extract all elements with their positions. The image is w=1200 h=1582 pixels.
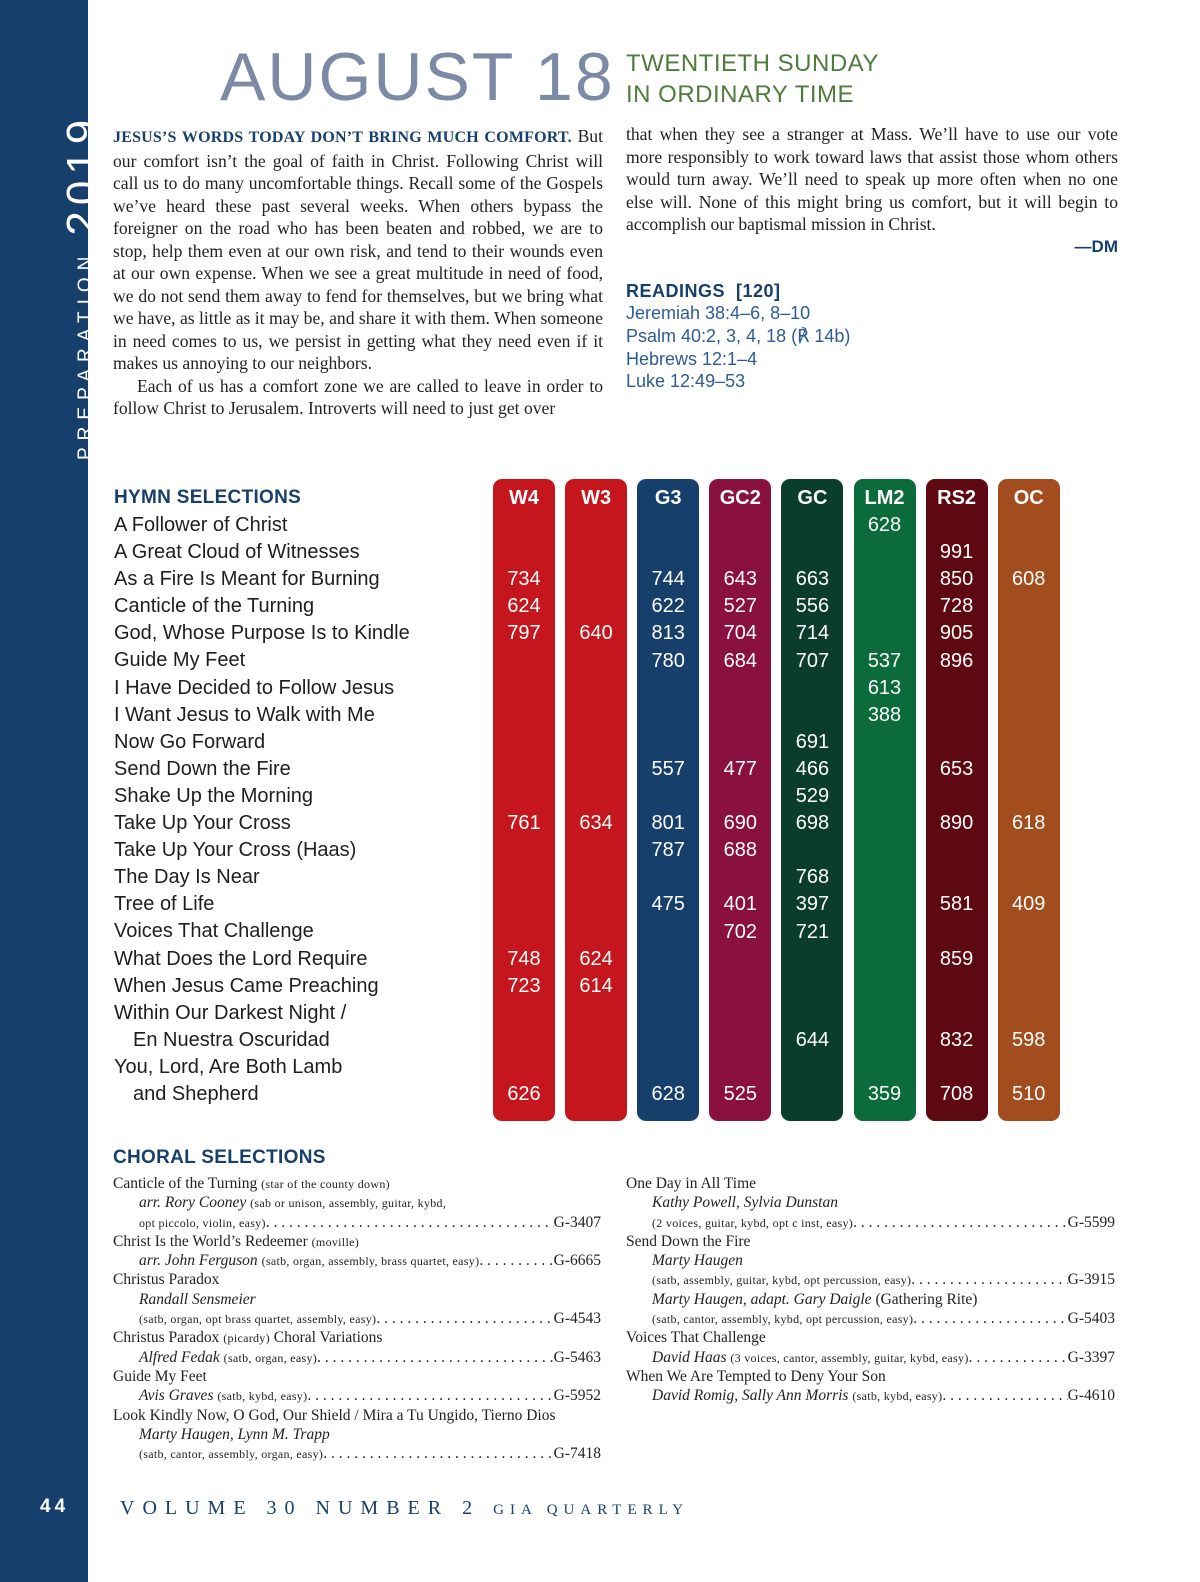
choral-title-text: One Day in All Time bbox=[626, 1175, 757, 1192]
choral-voicing: (3 voices, cantor, assembly, guitar, kybd, easy) bbox=[730, 1350, 969, 1365]
choral-catalog-number: G-7418 bbox=[553, 1445, 601, 1463]
hymn-number: 644 bbox=[795, 1028, 830, 1051]
hymnal-code: W3 bbox=[581, 487, 612, 509]
reflection-paragraph-1-text: But our comfort isn’t the goal of faith in Christ. Following Christ will call us to do many uncomfortable things. Recall some of the Gospels we’ve heard these past several weeks. When others bypass the foreigner on the road who has been beaten and robbed, we are to stop, help them even at our own risk, and tend to their wounds even at our own expense. When we see a great multitude in need of food, we do not send them away to fend for themselves, but we bring what we have, as little as it may be, and share it with them. When someone in need comes to us, we persist in getting what they need even if it makes us annoying to our neighbors. bbox=[113, 126, 603, 373]
hymnal-column-g3 bbox=[637, 479, 699, 1121]
choral-catalog-number: G-5403 bbox=[1067, 1310, 1115, 1328]
hymn-number: 728 bbox=[939, 595, 974, 618]
liturgical-day-line2: IN ORDINARY TIME bbox=[626, 81, 855, 108]
choral-composer-name: arr. Rory Cooney bbox=[139, 1194, 247, 1212]
hymn-number: 556 bbox=[795, 595, 830, 618]
hymn-number: 359 bbox=[867, 1083, 902, 1106]
section-name: PREPARATION bbox=[75, 249, 96, 460]
choral-voicing-group bbox=[139, 1386, 307, 1405]
choral-tune-name: (picardy) bbox=[223, 1331, 270, 1346]
hymnal-code: GC2 bbox=[719, 487, 761, 509]
leader-dots bbox=[376, 1309, 553, 1328]
choral-catalog-number: G-3397 bbox=[1067, 1348, 1115, 1366]
leader-dots bbox=[323, 1444, 553, 1463]
choral-catalog-line bbox=[113, 1251, 601, 1270]
hymn-number: 691 bbox=[795, 730, 830, 753]
hymn-number: 714 bbox=[795, 622, 830, 645]
hymn-number: 388 bbox=[867, 703, 902, 726]
liturgical-day bbox=[626, 48, 879, 110]
choral-catalog-number: G-3915 bbox=[1067, 1271, 1115, 1289]
hymn-number: 510 bbox=[1012, 1083, 1046, 1106]
hymn-number: 702 bbox=[723, 920, 757, 943]
readings-heading: READINGS [120] bbox=[626, 281, 781, 301]
hymn-number: 529 bbox=[795, 785, 830, 807]
hymn-title: God, Whose Purpose Is to Kindle bbox=[114, 622, 410, 645]
choral-voicing: (sab or unison, assembly, guitar, kybd, bbox=[250, 1196, 447, 1211]
reading-item: Hebrews 12:1–4 bbox=[626, 348, 758, 369]
hymn-number: 801 bbox=[651, 812, 685, 835]
hymnal-column-lm2 bbox=[854, 479, 916, 1121]
hymn-title: Guide My Feet bbox=[114, 649, 246, 672]
hymn-number: 581 bbox=[939, 893, 974, 916]
choral-composer-name: Marty Haugen, adapt. Gary Daigle bbox=[652, 1290, 872, 1308]
choral-title-text: Voices That Challenge bbox=[626, 1329, 766, 1347]
hymn-number: 653 bbox=[939, 757, 974, 780]
choral-voicing-group bbox=[652, 1270, 911, 1289]
hymn-title: What Does the Lord Require bbox=[114, 947, 368, 970]
choral-voicing: (satb, organ, assembly, brass quartet, easy) bbox=[261, 1254, 480, 1269]
choral-title-text: Christus Paradox bbox=[113, 1329, 220, 1347]
choral-composer bbox=[113, 1425, 601, 1444]
hymn-number: 598 bbox=[1012, 1028, 1046, 1051]
leader-dots bbox=[942, 1386, 1067, 1405]
hymn-number: 734 bbox=[507, 568, 541, 591]
hymn-number: 991 bbox=[939, 541, 974, 564]
hymn-number: 401 bbox=[723, 893, 757, 916]
hymn-number: 684 bbox=[723, 649, 757, 672]
choral-composer bbox=[113, 1290, 601, 1309]
choral-title bbox=[113, 1367, 601, 1386]
choral-selections-heading: CHORAL SELECTIONS bbox=[113, 1147, 326, 1168]
hymn-number: 477 bbox=[723, 757, 757, 780]
hymn-number: 780 bbox=[651, 649, 685, 672]
reflection-right-column bbox=[626, 123, 1118, 258]
hymn-number: 643 bbox=[723, 568, 757, 591]
hymn-number: 744 bbox=[651, 568, 685, 591]
hymn-number: 634 bbox=[579, 812, 613, 835]
hymn-number: 640 bbox=[579, 622, 613, 645]
choral-catalog-line bbox=[113, 1309, 601, 1328]
leader-dots bbox=[913, 1309, 1067, 1328]
hymn-number: 707 bbox=[795, 649, 830, 672]
choral-tune-name: (moville) bbox=[311, 1234, 359, 1249]
reflection-paragraph-2-start: Each of us has a comfort zone we are called to leave in order to follow Christ to Jerusalem. Introverts will need to just get over bbox=[113, 375, 603, 418]
hymn-number: 527 bbox=[723, 595, 757, 618]
hymn-number: 850 bbox=[939, 568, 974, 591]
reflection-signature: —DM bbox=[1074, 236, 1118, 256]
choral-composer-name: Avis Graves bbox=[139, 1387, 214, 1405]
choral-composer bbox=[626, 1251, 1115, 1270]
choral-voicing-group bbox=[652, 1309, 913, 1328]
choral-composer bbox=[626, 1290, 1115, 1309]
hymn-number: 628 bbox=[867, 514, 902, 536]
hymn-number: 622 bbox=[651, 595, 685, 618]
choral-composer-name: David Haas bbox=[652, 1348, 727, 1366]
choral-left-column bbox=[113, 1174, 601, 1463]
leader-dots bbox=[969, 1348, 1068, 1367]
choral-voicing: (satb, assembly, guitar, kybd, opt percussion, easy) bbox=[652, 1273, 912, 1288]
choral-catalog-number: G-5599 bbox=[1067, 1213, 1115, 1231]
choral-voicing-group bbox=[139, 1213, 266, 1232]
choral-composer-name: Marty Haugen, Lynn M. Trapp bbox=[139, 1425, 330, 1443]
hymn-title: As a Fire Is Meant for Burning bbox=[114, 568, 380, 591]
hymnal-code: GC bbox=[797, 487, 828, 509]
choral-arrangement-note: (Gathering Rite) bbox=[871, 1290, 978, 1308]
hymn-title: Within Our Darkest Night / bbox=[114, 1001, 347, 1024]
hymn-title: The Day Is Near bbox=[114, 866, 260, 889]
hymn-title: I Want Jesus to Walk with Me bbox=[114, 703, 375, 726]
hymn-number: 859 bbox=[939, 947, 974, 970]
hymn-number: 613 bbox=[867, 676, 902, 699]
choral-voicing-group bbox=[652, 1348, 969, 1367]
choral-title bbox=[113, 1328, 601, 1347]
choral-catalog-number: G-4543 bbox=[553, 1310, 601, 1328]
hymn-number: 409 bbox=[1012, 893, 1046, 916]
reflection-left-column bbox=[113, 125, 603, 420]
choral-voicing: (satb, kybd, easy) bbox=[217, 1389, 308, 1404]
hymn-number: 704 bbox=[723, 622, 757, 645]
hymn-title: Tree of Life bbox=[114, 893, 215, 916]
readings bbox=[626, 280, 850, 393]
choral-catalog-line bbox=[626, 1213, 1115, 1232]
hymn-number: 557 bbox=[651, 757, 685, 780]
section-year: 2019 bbox=[58, 113, 107, 236]
hymn-number: 768 bbox=[795, 866, 830, 889]
hymn-number: 624 bbox=[507, 595, 541, 618]
choral-catalog-line bbox=[626, 1386, 1115, 1405]
reading-item: Jeremiah 38:4–6, 8–10 bbox=[626, 303, 811, 323]
hymn-title: Canticle of the Turning bbox=[114, 595, 315, 618]
choral-catalog-line bbox=[626, 1270, 1115, 1289]
hymn-title: When Jesus Came Preaching bbox=[114, 974, 379, 997]
hymnal-column-w4 bbox=[493, 479, 555, 1121]
choral-title bbox=[113, 1270, 601, 1289]
hymn-number: 663 bbox=[795, 568, 830, 591]
leader-dots bbox=[479, 1251, 553, 1270]
hymn-number: 618 bbox=[1012, 812, 1046, 835]
hymn-number: 525 bbox=[723, 1083, 757, 1106]
hymnal-code: OC bbox=[1013, 487, 1044, 509]
hymn-number: 475 bbox=[651, 893, 685, 916]
hymn-number: 690 bbox=[723, 812, 757, 835]
choral-title bbox=[626, 1328, 1115, 1347]
choral-title-text: Guide My Feet bbox=[113, 1367, 207, 1385]
choral-catalog-line bbox=[626, 1348, 1115, 1367]
leader-dots bbox=[317, 1348, 554, 1367]
hymn-number: 905 bbox=[939, 622, 974, 645]
choral-voicing: (satb, organ, opt brass quartet, assembly, easy) bbox=[139, 1312, 377, 1327]
hymn-number: 608 bbox=[1012, 568, 1046, 591]
footer bbox=[120, 1497, 689, 1520]
choral-title-text: Christus Paradox bbox=[113, 1271, 220, 1289]
hymnal-column-oc bbox=[998, 479, 1060, 1121]
choral-title bbox=[113, 1406, 601, 1425]
hymnal-code: W4 bbox=[509, 487, 539, 509]
choral-voicing-group bbox=[139, 1309, 376, 1328]
hymn-title: A Follower of Christ bbox=[114, 514, 288, 536]
hymn-title: You, Lord, Are Both Lamb bbox=[114, 1055, 343, 1078]
hymnal-code: RS2 bbox=[937, 487, 977, 509]
reflection-paragraph-2-end: that when they see a stranger at Mass. We’ll have to use our vote more responsibly to work toward laws that assist those whom others would turn away. We’ll need to speak up more often when no one else will. None of this might bring us comfort, but it will begin to accomplish our baptismal mission in Christ. bbox=[626, 124, 1118, 234]
reflection-paragraph-1 bbox=[113, 125, 603, 375]
hymn-number: 813 bbox=[651, 622, 685, 645]
liturgical-day-line1: TWENTIETH SUNDAY bbox=[626, 50, 879, 77]
hymn-number: 688 bbox=[723, 839, 757, 862]
leader-dots bbox=[307, 1386, 553, 1405]
choral-catalog-number: G-5952 bbox=[553, 1387, 601, 1405]
page-number: 44 bbox=[40, 1496, 70, 1517]
choral-composer-name: Marty Haugen bbox=[652, 1252, 743, 1270]
choral-composer bbox=[113, 1193, 601, 1212]
hymn-title: Voices That Challenge bbox=[114, 920, 314, 943]
choral-catalog-line bbox=[626, 1309, 1115, 1328]
hymn-title: Now Go Forward bbox=[114, 730, 266, 753]
hymn-number: 723 bbox=[507, 974, 541, 997]
choral-voicing-group bbox=[139, 1251, 479, 1270]
choral-voicing: (satb, cantor, assembly, organ, easy) bbox=[139, 1447, 324, 1462]
hymn-number: 397 bbox=[795, 893, 830, 916]
choral-title-text: Canticle of the Turning bbox=[113, 1175, 258, 1192]
hymn-selections-heading: HYMN SELECTIONS bbox=[114, 487, 302, 508]
hymnal-column-gc bbox=[781, 479, 843, 1121]
footer-publication: GIA QUARTERLY bbox=[493, 1502, 690, 1518]
choral-composer-name: Kathy Powell, Sylvia Dunstan bbox=[652, 1194, 838, 1212]
choral-composer bbox=[626, 1193, 1115, 1212]
choral-title bbox=[626, 1232, 1115, 1251]
hymn-number: 890 bbox=[939, 812, 974, 835]
hymn-number: 761 bbox=[507, 812, 541, 835]
choral-voicing: opt piccolo, violin, easy) bbox=[139, 1215, 266, 1230]
choral-voicing-group bbox=[139, 1348, 317, 1367]
hymn-title: A Great Cloud of Witnesses bbox=[114, 541, 360, 564]
choral-title bbox=[113, 1174, 601, 1193]
choral-voicing: (2 voices, guitar, kybd, opt c inst, easy) bbox=[652, 1215, 854, 1230]
hymn-title: Take Up Your Cross bbox=[114, 812, 291, 835]
choral-voicing-group bbox=[139, 1444, 323, 1463]
hymn-number: 614 bbox=[579, 974, 613, 997]
hymn-number: 896 bbox=[939, 649, 974, 672]
hymn-number: 797 bbox=[507, 622, 541, 645]
hymnal-column-w3 bbox=[565, 479, 627, 1121]
hymn-title: I Have Decided to Follow Jesus bbox=[114, 676, 395, 699]
choral-title-text: Look Kindly Now, O God, Our Shield / Mira a Tu Ungido, Tierno Dios bbox=[113, 1406, 556, 1424]
hymn-number: 721 bbox=[795, 920, 830, 943]
choral-catalog-line bbox=[113, 1348, 601, 1367]
choral-catalog-number: G-6665 bbox=[553, 1252, 601, 1270]
hymn-title: En Nuestra Oscuridad bbox=[133, 1028, 330, 1051]
hymn-number: 708 bbox=[939, 1083, 974, 1106]
choral-composer-name: Alfred Fedak bbox=[139, 1348, 220, 1366]
hymn-title-list bbox=[114, 512, 410, 1108]
choral-title-text: When We Are Tempted to Deny Your Son bbox=[626, 1367, 886, 1385]
choral-title-suffix: Choral Variations bbox=[269, 1329, 383, 1347]
choral-tune-name: (star of the county down) bbox=[261, 1177, 390, 1191]
choral-title bbox=[626, 1367, 1115, 1386]
hymn-number: 626 bbox=[507, 1083, 541, 1106]
reading-item: Psalm 40:2, 3, 4, 18 (℟ 14b) bbox=[626, 325, 851, 346]
hymn-title: Take Up Your Cross (Haas) bbox=[114, 839, 357, 862]
leader-dots bbox=[911, 1270, 1067, 1289]
choral-title-text: Send Down the Fire bbox=[626, 1232, 751, 1250]
sidebar-section-label bbox=[58, 114, 108, 460]
hymnal-column-rs2 bbox=[926, 479, 988, 1121]
leader-dots bbox=[853, 1213, 1068, 1232]
choral-composer-name: arr. John Ferguson bbox=[139, 1252, 258, 1270]
footer-volume: VOLUME 30 NUMBER 2 bbox=[120, 1497, 481, 1519]
choral-voicing-group bbox=[652, 1213, 853, 1232]
choral-catalog-line bbox=[113, 1444, 601, 1463]
choral-voicing: (satb, kybd, easy) bbox=[852, 1389, 943, 1404]
page-title-date: AUGUST 18 bbox=[220, 39, 615, 115]
hymn-title: Shake Up the Morning bbox=[114, 784, 314, 807]
hymn-number: 624 bbox=[579, 947, 613, 970]
hymn-number: 748 bbox=[507, 947, 541, 970]
leader-dots bbox=[266, 1213, 554, 1232]
hymn-number: 466 bbox=[795, 757, 830, 780]
hymn-title: and Shepherd bbox=[133, 1082, 259, 1105]
choral-right-column bbox=[626, 1174, 1115, 1406]
hymnal-column-gc2 bbox=[709, 479, 771, 1121]
hymnal-code: G3 bbox=[654, 487, 682, 509]
choral-catalog-number: G-4610 bbox=[1067, 1387, 1115, 1405]
hymn-number: 787 bbox=[651, 839, 685, 862]
hymn-title: Send Down the Fire bbox=[114, 757, 291, 780]
choral-voicing-group bbox=[652, 1386, 942, 1405]
hymn-number: 537 bbox=[867, 649, 902, 672]
choral-title-text: Christ Is the World’s Redeemer bbox=[113, 1232, 308, 1250]
choral-catalog-number: G-5463 bbox=[553, 1348, 601, 1366]
choral-voicing: (satb, organ, easy) bbox=[223, 1350, 318, 1365]
choral-composer-name: Randall Sensmeier bbox=[139, 1290, 256, 1308]
choral-composer-name: David Romig, Sally Ann Morris bbox=[652, 1387, 849, 1405]
choral-catalog-line bbox=[113, 1386, 601, 1405]
reading-item: Luke 12:49–53 bbox=[626, 371, 746, 392]
hymn-number: 628 bbox=[651, 1083, 685, 1106]
hymn-number: 698 bbox=[795, 812, 830, 835]
choral-catalog-number: G-3407 bbox=[553, 1213, 601, 1231]
choral-title bbox=[113, 1232, 601, 1251]
hymnal-code: LM2 bbox=[864, 487, 905, 509]
choral-voicing: (satb, cantor, assembly, kybd, opt percussion, easy) bbox=[652, 1312, 914, 1327]
choral-title bbox=[626, 1174, 1115, 1193]
hymn-number: 832 bbox=[939, 1028, 974, 1051]
choral-catalog-line bbox=[113, 1213, 601, 1232]
reflection-lead: JESUS’S WORDS TODAY DON’T BRING MUCH COMFORT. bbox=[113, 129, 572, 146]
